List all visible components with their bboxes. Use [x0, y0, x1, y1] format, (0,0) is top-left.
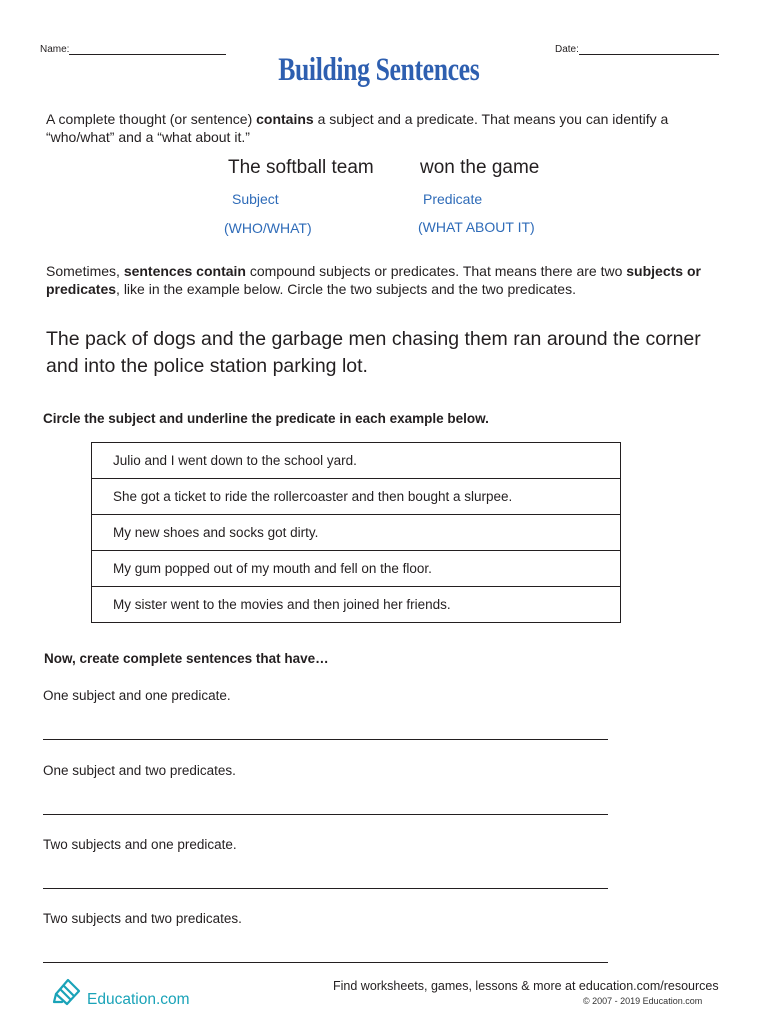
table-row — [92, 587, 621, 623]
answer-line-1[interactable] — [43, 739, 608, 740]
exercise-sentence-1[interactable]: Julio and I went down to the school yard. — [92, 443, 621, 479]
education-logo-icon — [52, 972, 84, 1011]
exercise-sentence-2[interactable]: She got a ticket to ride the rollercoaster and then bought a slurpee. — [92, 479, 621, 515]
exercise-sentence-3[interactable]: My new shoes and socks got dirty. — [92, 515, 621, 551]
name-label: Name: — [40, 44, 70, 55]
logo-text: Education.com — [87, 991, 190, 1008]
subject-sublabel: (WHO/WHAT) — [224, 220, 312, 236]
page-title: Building Sentences — [278, 52, 480, 88]
compound-example-sentence: The pack of dogs and the garbage men chasing them ran around the corner and into the police station parking lot. — [46, 328, 701, 377]
answer-line-4[interactable] — [43, 962, 608, 963]
table-row — [92, 479, 621, 515]
predicate-sublabel: (WHAT ABOUT IT) — [418, 219, 535, 235]
intro-text-end: a subject and a predicate. That means you can identify a “who/what” and a “what about it.” — [46, 111, 669, 145]
compound-text-end: , like in the example below. Circle the two subjects and the two predicates. — [116, 281, 576, 297]
compound-paragraph — [46, 262, 711, 298]
intro-paragraph — [46, 110, 706, 146]
compound-bold-1: sentences contain — [123, 263, 246, 279]
intro-text-start: A complete thought (or sentence) — [46, 111, 257, 127]
exercise-instruction: Circle the subject and underline the predicate in each example below. — [43, 411, 489, 426]
prompt-1: One subject and one predicate. — [43, 688, 231, 703]
example-subject-text: The softball team — [228, 157, 374, 178]
answer-line-2[interactable] — [43, 814, 608, 815]
answer-line-3[interactable] — [43, 888, 608, 889]
example-predicate-text: won the game — [420, 157, 540, 178]
date-label: Date: — [555, 44, 579, 55]
prompt-4: Two subjects and two predicates. — [43, 911, 242, 926]
table-row — [92, 515, 621, 551]
subject-label: Subject — [232, 191, 279, 207]
footer-resources-text[interactable]: Find worksheets, games, lessons & more at education.com/resources — [333, 979, 719, 993]
exercise-sentence-4[interactable]: My gum popped out of my mouth and fell on the floor. — [92, 551, 621, 587]
compound-text-start: Sometimes, — [46, 263, 124, 279]
exercise-sentence-5[interactable]: My sister went to the movies and then joined her friends. — [92, 587, 621, 623]
intro-bold-word: contains — [256, 111, 314, 127]
predicate-label: Predicate — [423, 191, 483, 207]
exercise-table — [91, 442, 621, 623]
compound-text-mid: compound subjects or predicates. That means there are two — [245, 263, 627, 279]
prompt-2: One subject and two predicates. — [43, 763, 236, 778]
create-instruction: Now, create complete sentences that have… — [44, 651, 329, 666]
education-logo[interactable] — [52, 972, 190, 1011]
compound-bold-2: subjects or predicates — [46, 263, 701, 297]
copyright-text: © 2007 - 2019 Education.com — [583, 996, 703, 1006]
prompt-3: Two subjects and one predicate. — [43, 837, 237, 852]
table-row — [92, 551, 621, 587]
table-row — [92, 443, 621, 479]
